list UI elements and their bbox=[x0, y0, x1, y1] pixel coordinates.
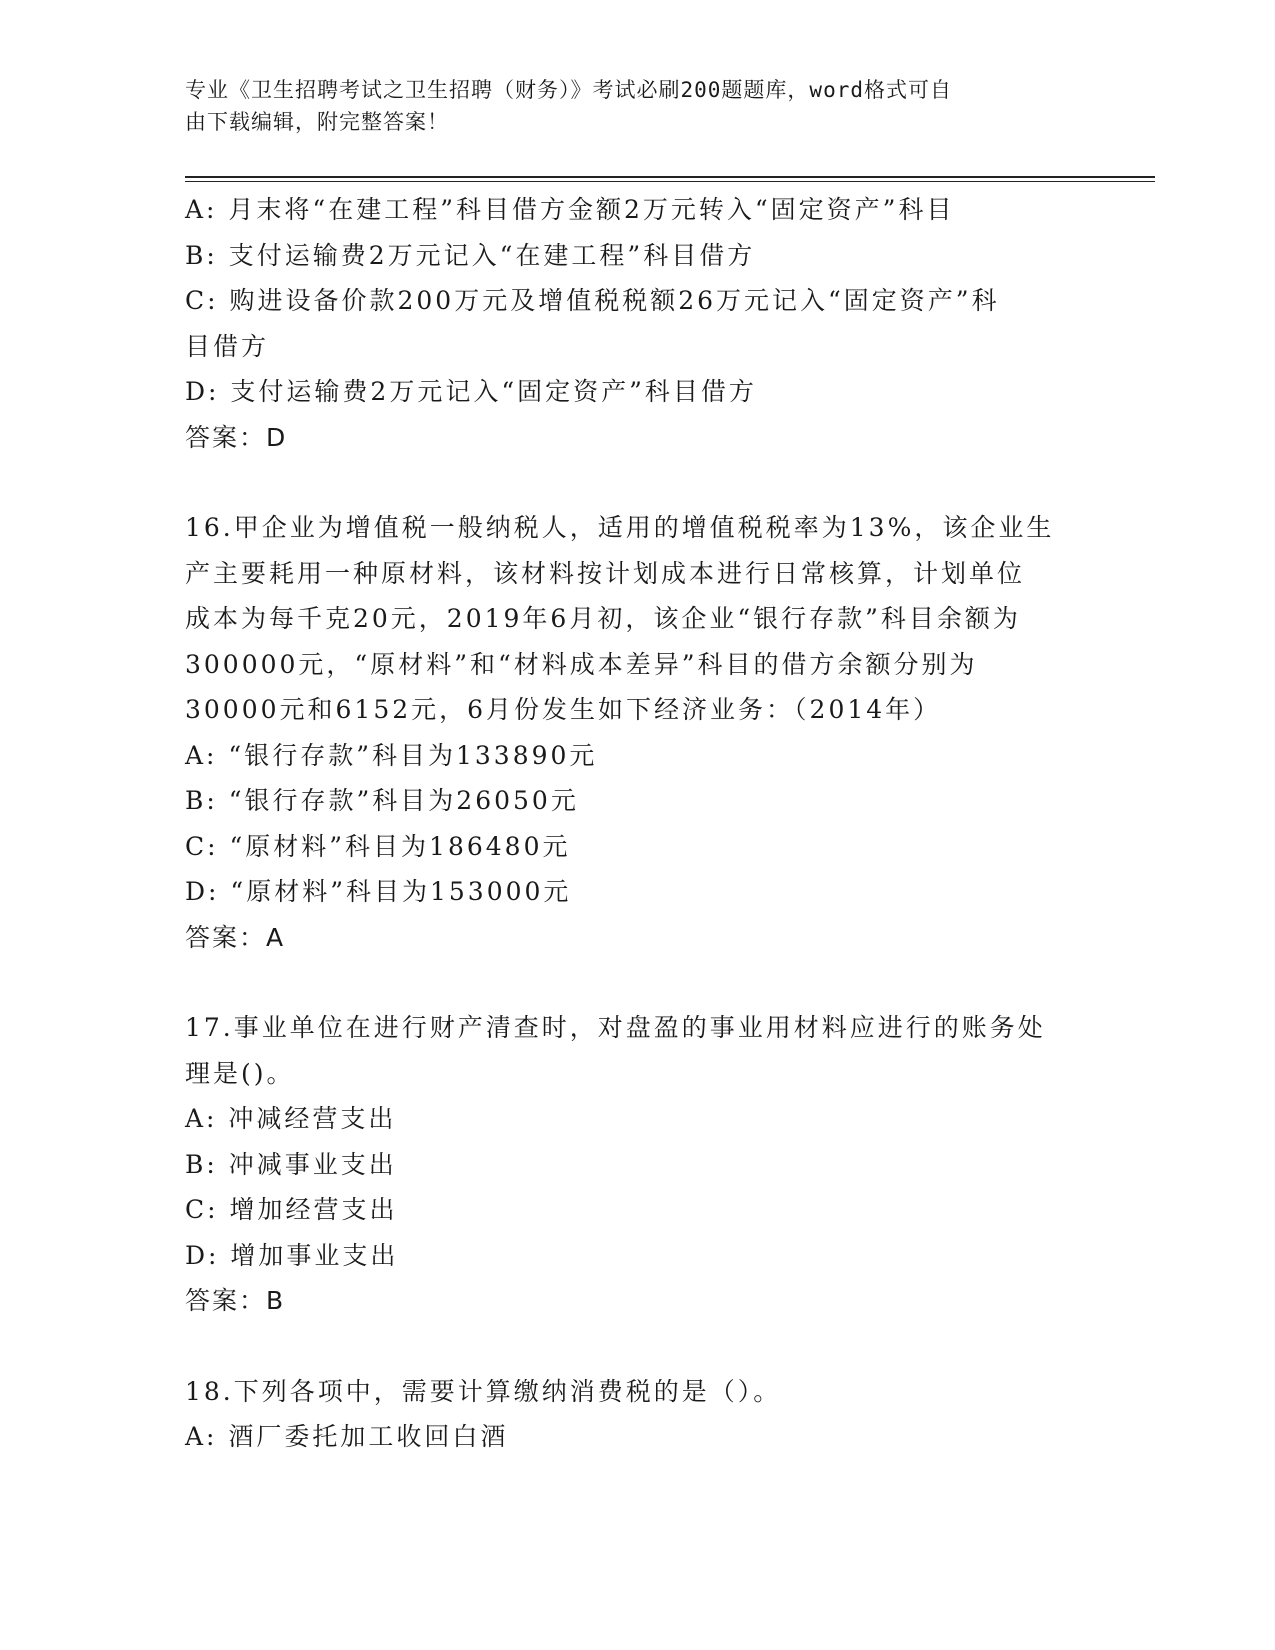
question-stem: 理是()。 bbox=[185, 1058, 295, 1088]
question-17 bbox=[185, 1005, 1085, 1324]
question-18 bbox=[185, 1369, 1085, 1460]
option-a: A: 冲减经营支出 bbox=[185, 1104, 397, 1133]
header-divider bbox=[185, 181, 1155, 182]
question-stem: 产主要耗用一种原材料，该材料按计划成本进行日常核算，计划单位 bbox=[185, 558, 1026, 588]
question-stem: 成本为每千克20元，2019年6月初，该企业“银行存款”科目余额为 bbox=[185, 604, 1021, 633]
option-c: C: 增加经营支出 bbox=[185, 1195, 398, 1224]
header-divider bbox=[185, 176, 1155, 178]
answer: 答案：A bbox=[185, 922, 286, 952]
question-15 bbox=[185, 187, 1085, 460]
question-list bbox=[185, 187, 1085, 1460]
option-d: D: 支付运输费2万元记入“固定资产”科目借方 bbox=[185, 377, 757, 406]
spacer bbox=[185, 960, 1085, 1005]
question-stem: 16.甲企业为增值税一般纳税人，适用的增值税税率为13%，该企业生 bbox=[185, 513, 1055, 542]
option-a: A: 月末将“在建工程”科目借方金额2万元转入“固定资产”科目 bbox=[185, 195, 955, 224]
spacer bbox=[185, 460, 1085, 505]
option-c: C: “原材料”科目为186480元 bbox=[185, 831, 571, 861]
question-stem: 18.下列各项中，需要计算缴纳消费税的是（）。 bbox=[185, 1376, 782, 1406]
question-stem: 300000元，“原材料”和“材料成本差异”科目的借方余额分别为 bbox=[185, 649, 978, 679]
option-d: D: “原材料”科目为153000元 bbox=[185, 877, 572, 906]
option-c-continued: 目借方 bbox=[185, 331, 270, 361]
option-a: A: 酒厂委托加工收回白酒 bbox=[185, 1422, 509, 1451]
header-title-line: 专业《卫生招聘考试之卫生招聘（财务）》考试必刷200题题库，word格式可自 bbox=[185, 78, 952, 102]
option-a: A: “银行存款”科目为133890元 bbox=[185, 740, 598, 770]
option-d: D: 增加事业支出 bbox=[185, 1240, 399, 1270]
question-stem: 17.事业单位在进行财产清查时，对盘盈的事业用材料应进行的账务处 bbox=[185, 1013, 1046, 1042]
question-16 bbox=[185, 505, 1085, 960]
answer: 答案：D bbox=[185, 422, 288, 452]
document-header bbox=[185, 74, 1065, 138]
question-stem: 30000元和6152元，6月份发生如下经济业务：（2014年） bbox=[185, 695, 942, 724]
option-b: B: 冲减事业支出 bbox=[185, 1149, 397, 1179]
answer: 答案：B bbox=[185, 1286, 286, 1315]
option-c: C: 购进设备价款200万元及增值税税额26万元记入“固定资产”科 bbox=[185, 286, 1000, 315]
spacer bbox=[185, 1324, 1085, 1369]
option-b: B: 支付运输费2万元记入“在建工程”科目借方 bbox=[185, 240, 756, 270]
option-b: B: “银行存款”科目为26050元 bbox=[185, 786, 579, 815]
header-title-line: 由下载编辑，附完整答案！ bbox=[185, 110, 449, 134]
